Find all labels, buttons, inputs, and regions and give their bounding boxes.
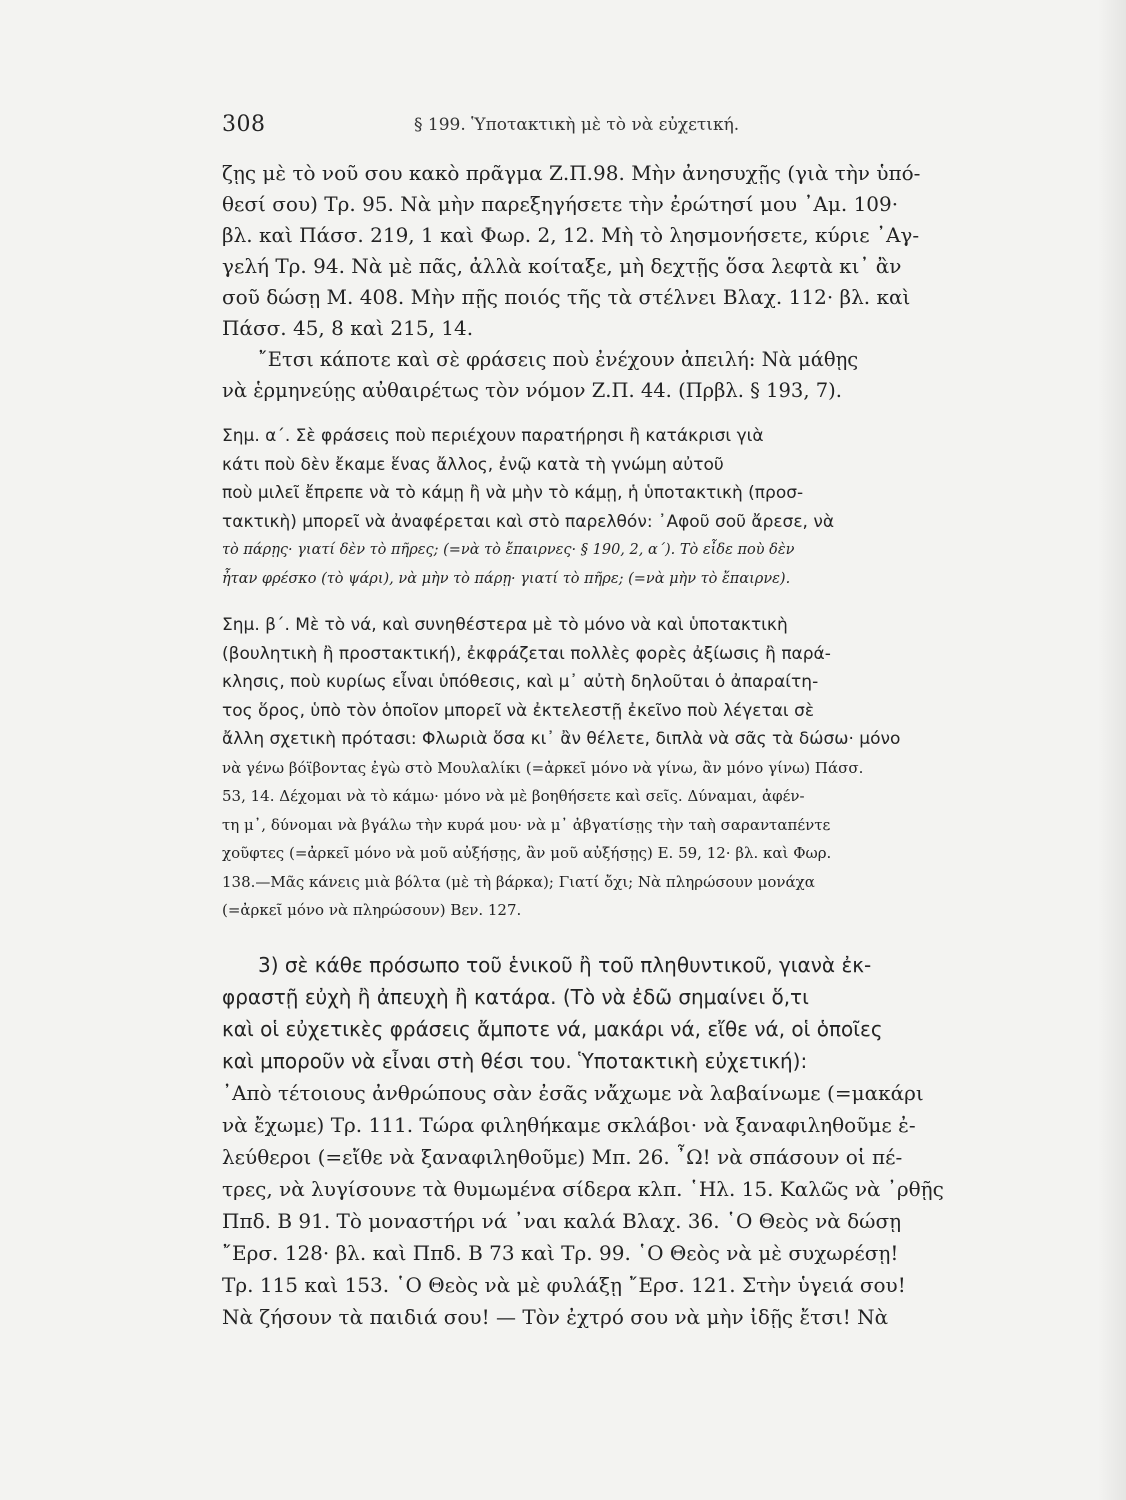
text-line: φραστῇ εὐχὴ ἢ ἀπευχὴ ἢ κατάρα. (Τὸ νὰ ἐδῶ σημαίνει ὅ,τι <box>222 984 809 1009</box>
page-number: 308 <box>222 112 266 137</box>
text-line: λεύθεροι (=εἴθε νὰ ξαναφιληθοῦμε) Μπ. 26. ῏Ω! νὰ σπάσουν οἱ πέ- <box>222 1144 903 1169</box>
text-line: τος ὅρος, ὑπὸ τὸν ὁποῖον μπορεῖ νὰ ἐκτελεστῇ ἐκεῖνο ποὺ λέγεται σὲ <box>222 700 815 721</box>
text-line: 3) σὲ κάθε πρόσωπο τοῦ ἑνικοῦ ἢ τοῦ πληθυντικοῦ, γιανὰ ἐκ- <box>258 952 872 977</box>
page-header <box>222 112 1022 142</box>
text-line: ποὺ μιλεῖ ἔπρεπε νὰ τὸ κάμῃ ἢ νὰ μὴν τὸ κάμῃ, ἡ ὑποτακτικὴ (προσ- <box>222 483 804 503</box>
text-line: γελή Τρ. 94. Νὰ μὲ πᾶς, ἀλλὰ κοίταξε, μὴ δεχτῇς ὅσα λεφτὰ κι᾿ ἂν <box>222 254 902 278</box>
text-line: ἄλλη σχετικὴ πρότασι: Φλωριὰ ὅσα κι᾿ ἂν θέλετε, διπλὰ νὰ σᾶς τὰ δώσω· μόνο <box>222 729 901 749</box>
text-line: καὶ οἱ εὐχετικὲς φράσεις ἄμποτε νά, μακάρι νά, εἴθε νά, οἱ ὁποῖες <box>222 1016 883 1041</box>
text-line: ῎Ερσ. 128· βλ. καὶ Ππδ. Β 73 καὶ Τρ. 99. ῾Ο Θεὸς νὰ μὲ συχωρέσῃ! <box>222 1240 899 1265</box>
text-line: Σημ. α΄. Σὲ φράσεις ποὺ περιέχουν παρατήρησι ἢ κατάκρισι γιὰ <box>222 426 764 446</box>
paragraph-threat <box>222 344 1020 406</box>
text-line: τὸ πάρῃς· γιατί δὲν τὸ πῆρες; (=νὰ τὸ ἔπαιρνες· § 190, 2, α΄). Τὸ εἶδε ποὺ δὲν <box>222 542 795 558</box>
text-line: (=ἀρκεῖ μόνο νὰ πληρώσουν) Βεν. 127. <box>222 901 522 919</box>
page-body <box>222 158 1020 1333</box>
note-alpha <box>222 422 1020 593</box>
section-3-wish <box>222 949 1020 1333</box>
text-line: Σημ. β΄. Μὲ τὸ νά, καὶ συνηθέστερα μὲ τὸ μόνο νὰ καὶ ὑποτακτικὴ <box>222 615 788 635</box>
text-line: (βουλητικὴ ἢ προστακτική), ἐκφράζεται πολλὲς φορὲς ἀξίωσις ἢ παρά- <box>222 643 831 664</box>
text-line: τακτικὴ) μπορεῖ νὰ ἀναφέρεται καὶ στὸ παρελθόν: ᾿Αφοῦ σοῦ ἄρεσε, νὰ <box>222 511 835 532</box>
text-line: κάτι ποὺ δὲν ἔκαμε ἕνας ἄλλος, ἐνῷ κατὰ τὴ γνώμη αὐτοῦ <box>222 454 724 475</box>
text-line: καὶ μποροῦν νὰ εἶναι στὴ θέσι του. Ὑποτακτικὴ εὐχετική): <box>222 1048 808 1073</box>
text-line: νὰ ἔχωμε) Τρ. 111. Τώρα φιληθήκαμε σκλάβοι· νὰ ξαναφιληθοῦμε ἐ- <box>222 1112 916 1137</box>
text-line: ῎Ετσι κάποτε καὶ σὲ φράσεις ποὺ ἐνέχουν ἀπειλή: Νὰ μάθῃς <box>258 348 859 371</box>
text-line: νὰ ἑρμηνεύῃς αὐθαιρέτως τὸν νόμον Ζ.Π. 44. (Πρβλ. § 193, 7). <box>222 379 842 402</box>
text-line: χοῦφτες (=ἀρκεῖ μόνο νὰ μοῦ αὐξήσῃς, ἂν μοῦ αὐξήσῃς) Ε. 59, 12· βλ. καὶ Φωρ. <box>222 844 832 862</box>
paragraph-continuation <box>222 158 1020 344</box>
text-line: 53, 14. Δέχομαι νὰ τὸ κάμω· μόνο νὰ μὲ βοηθήσετε καὶ σεῖς. Δύναμαι, ἀφέν- <box>222 787 805 805</box>
note-beta <box>222 611 1020 925</box>
text-line: ζῃς μὲ τὸ νοῦ σου κακὸ πρᾶγμα Ζ.Π.98. Μὴν ἀνησυχῇς (γιὰ τὴν ὑπό- <box>222 161 921 185</box>
text-line: ᾿Απὸ τέτοιους ἀνθρώπους σὰν ἐσᾶς νἄχωμε νὰ λαβαίνωμε (=μακάρι <box>222 1080 924 1105</box>
text-line: 138.—Μᾶς κάνεις μιὰ βόλτα (μὲ τὴ βάρκα); Γιατί ὄχι; Νὰ πληρώσουν μονάχα <box>222 872 815 891</box>
text-line: κλησις, ποὺ κυρίως εἶναι ὑπόθεσις, καὶ μ᾿ αὐτὴ δηλοῦται ὁ ἀπαραίτη- <box>222 672 819 692</box>
text-line: Πάσσ. 45, 8 καὶ 215, 14. <box>222 316 474 340</box>
text-line: Ππδ. Β 91. Τὸ μοναστήρι νά ᾿ναι καλά Βλαχ. 36. ῾Ο Θεὸς νὰ δώσῃ <box>222 1208 902 1233</box>
text-line: νὰ γένω βόϊβοντας ἐγὼ στὸ Μουλαλίκι (=ἀρκεῖ μόνο νὰ γίνω, ἂν μόνο γίνω) Πάσσ. <box>222 758 864 777</box>
text-line: Τρ. 115 καὶ 153. ῾Ο Θεὸς νὰ μὲ φυλάξῃ ῎Ερσ. 121. Στὴν ὑγειά σου! <box>222 1272 906 1297</box>
running-head: § 199. Ὑποτακτικὴ μὲ τὸ νὰ εὐχετική. <box>414 115 740 135</box>
text-line: Νὰ ζήσουν τὰ παιδιά σου! — Τὸν ἐχτρό σου νὰ μὴν ἰδῇς ἔτσι! Νὰ <box>222 1304 889 1329</box>
text-line: τη μ᾿, δύνομαι νὰ βγάλω τὴν κυρά μου· νὰ μ᾿ ἀβγατίσῃς τὴν ταὴ σαρανταπέντε <box>222 815 831 834</box>
page-edge-shadow <box>1098 0 1126 1500</box>
text-line: ἦταν φρέσκο (τὸ ψάρι), νὰ μὴν τὸ πάρῃ· γιατί τὸ πῆρε; (=νὰ μὴν τὸ ἔπαιρνε). <box>222 570 791 587</box>
text-line: τρες, νὰ λυγίσουνε τὰ θυμωμένα σίδερα κλπ. ῾Ηλ. 15. Καλῶς νὰ ᾿ρθῇς <box>222 1176 944 1201</box>
text-line: βλ. καὶ Πάσσ. 219, 1 καὶ Φωρ. 2, 12. Μὴ τὸ λησμονήσετε, κύριε ᾿Αγ- <box>222 223 920 247</box>
text-line: σοῦ δώσῃ Μ. 408. Μὴν πῇς ποιός τῆς τὰ στέλνει Βλαχ. 112· βλ. καὶ <box>222 285 911 309</box>
text-line: θεσί σου) Τρ. 95. Νὰ μὴν παρεξηγήσετε τὴν ἐρώτησί μου ᾿Αμ. 109· <box>222 192 899 216</box>
